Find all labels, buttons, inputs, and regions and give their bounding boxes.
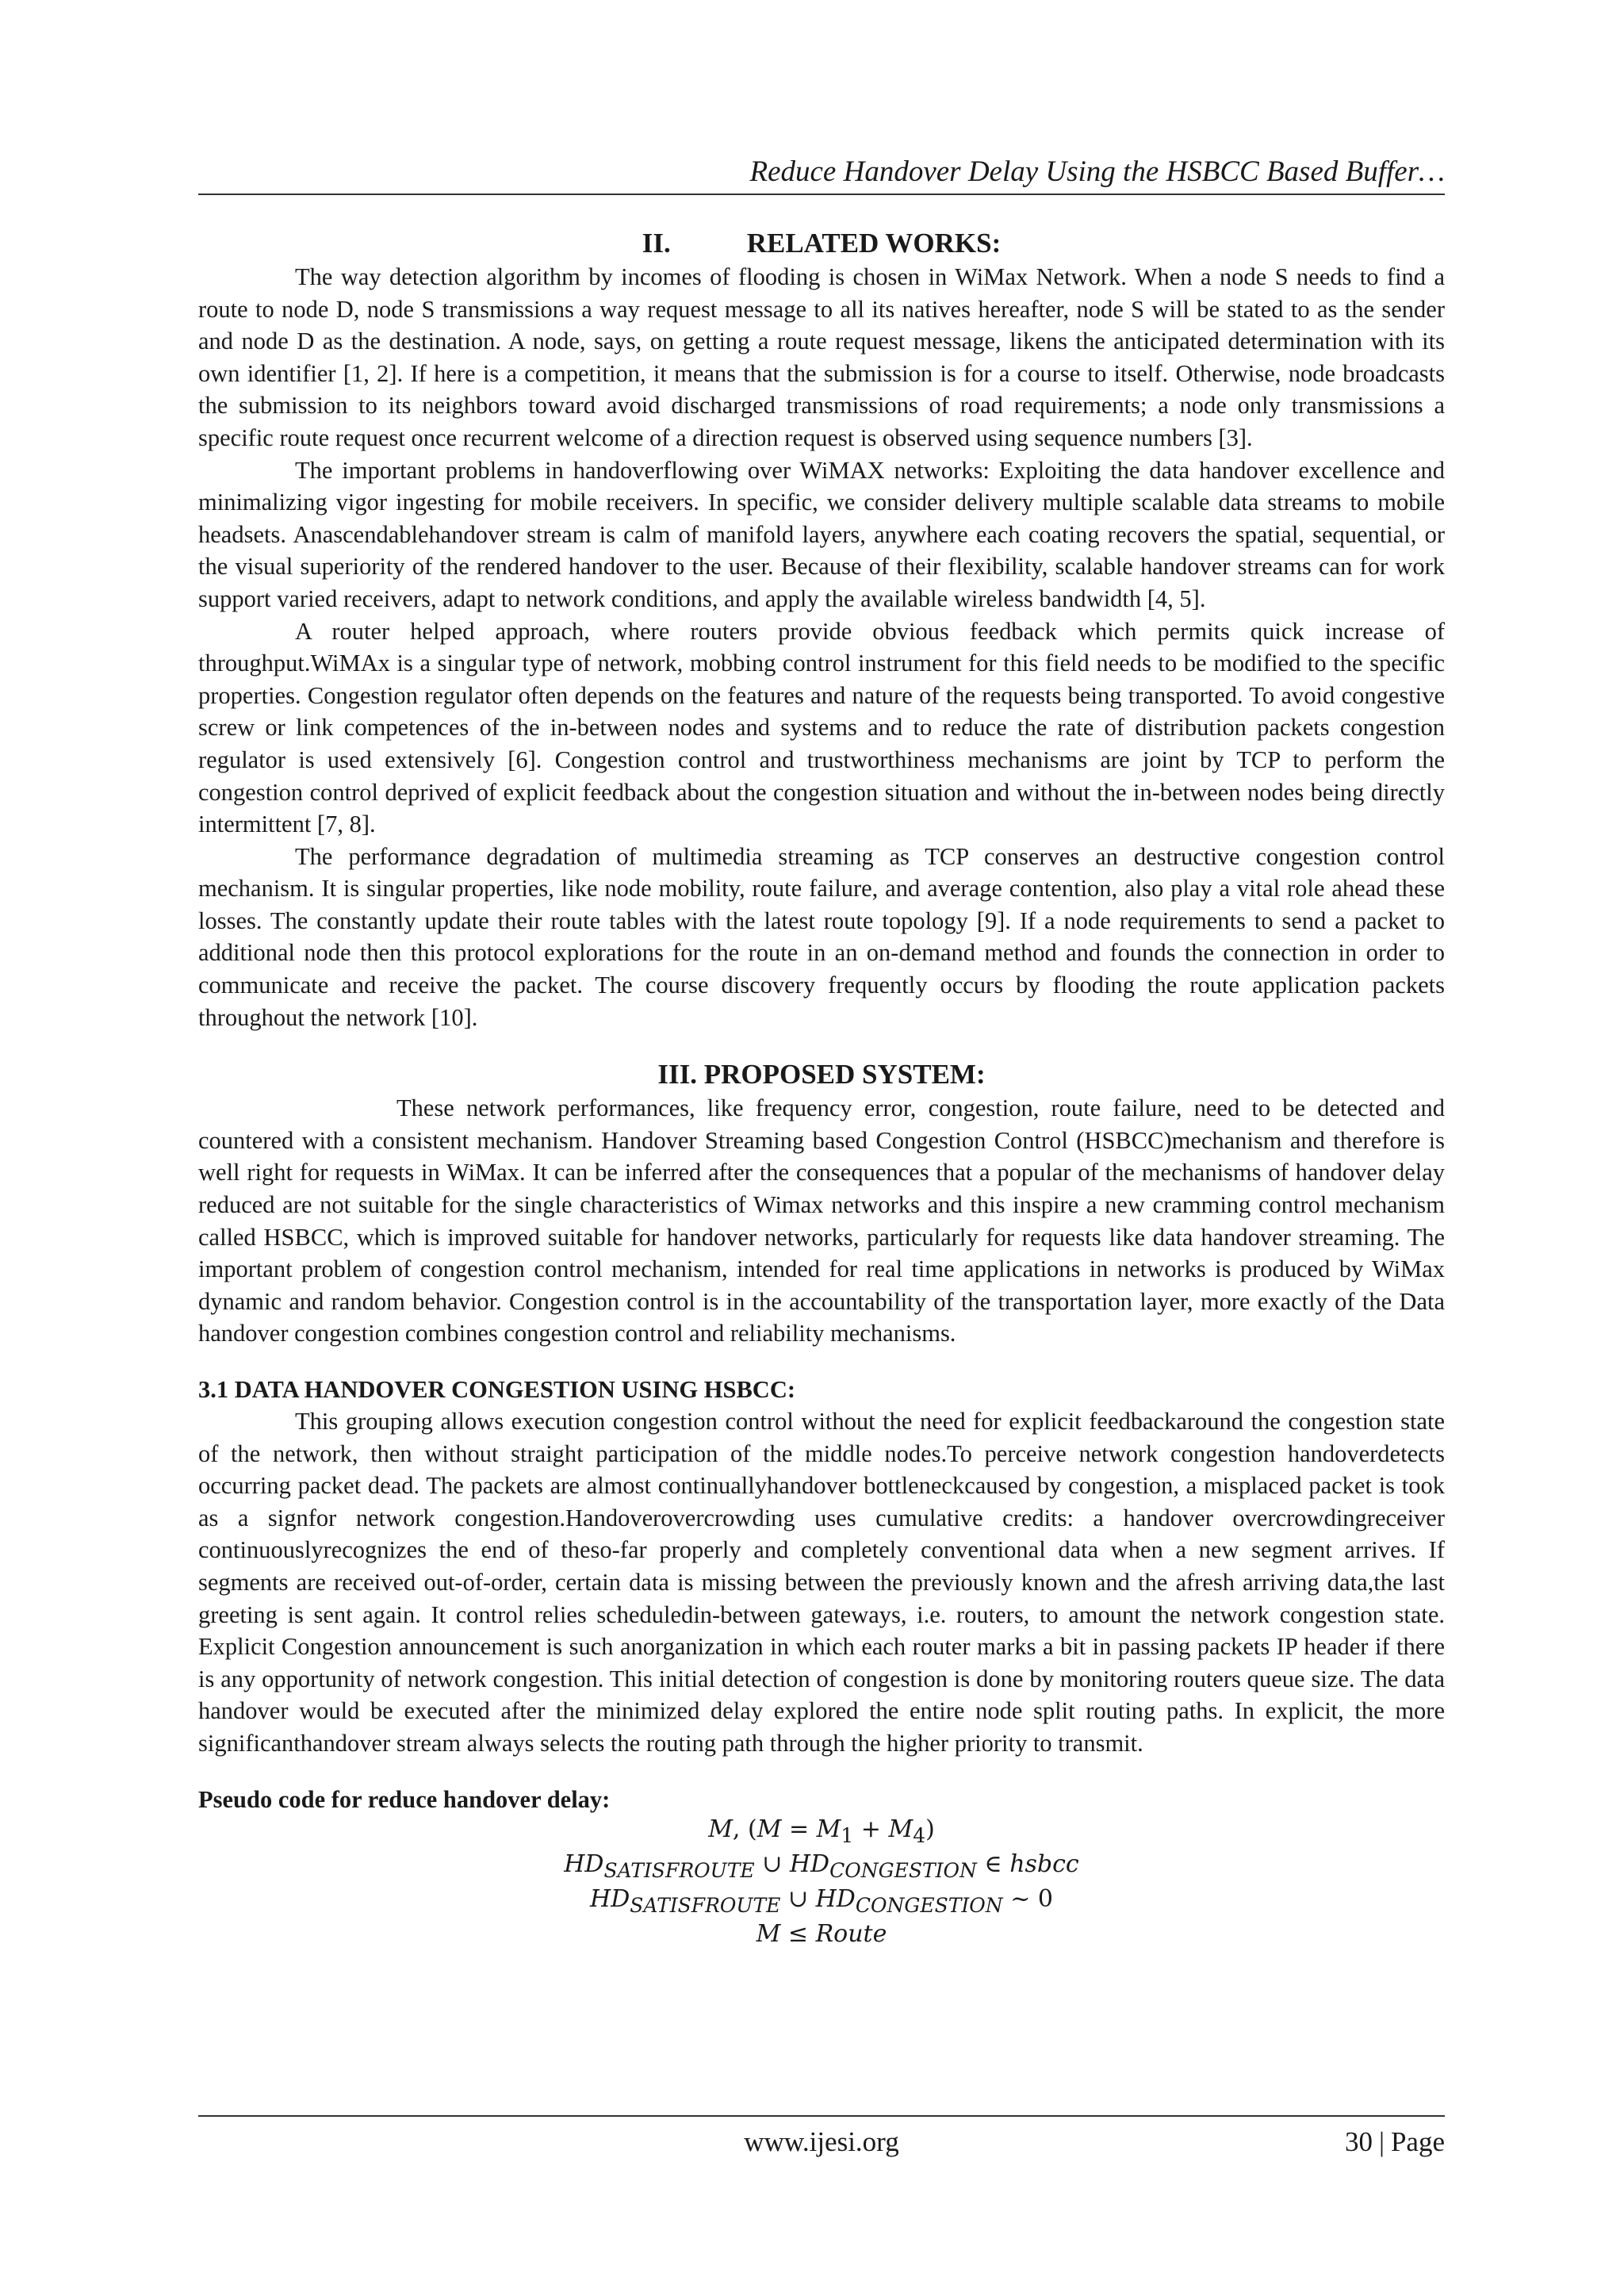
paragraph: The important problems in handoverflowing over WiMAX networks: Exploiting the data handover excellence and minimalizing vigor ingesting for mobile receivers. In specific, we consider delivery multiple scalable data streams to mobile headsets. Anascendablehandover stream is calm of manifold layers, anywhere each coating recovers the spatial, sequential, or the visual superiority of the rendered handover to the user. Because of their flexibility, scalable handover streams can for work support varied receivers, adapt to network conditions, and apply the available wireless bandwidth [4, 5]. xyxy=(198,456,1445,612)
section-number: II. xyxy=(642,228,671,259)
header-rule xyxy=(198,194,1445,195)
equation-3: $HD_{SATISFROUTE}$ ∪ $HD_{CONGESTION}$ ~ 0 xyxy=(590,1884,1053,1917)
running-title: Reduce Handover Delay Using the HSBCC Based Buffer… xyxy=(749,155,1445,188)
paragraph: This grouping allows execution congestion control without the need for explicit feedbackaround the congestion state of the network, then without straight participation of the middle nodes.To perceive network congestion handoverdetects occurring packet dead. The packets are almost continuallyhandover bottleneckcaused by congestion, a misplaced packet is took as a signfor network congestion.Handoverovercrowding uses cumulative credits: a handover overcrowdingreceiver continuouslyrecognizes the end of theso-far properly and completely conventional data when a new segment arrives. If segments are received out-of-order, certain data is missing between the previously known and the afresh arriving data,the last greeting is sent again. It control relies scheduledin-between gateways, i.e. routers, to amount the network congestion state. Explicit Congestion announcement is such anorganization in which each router marks a bit in passing packets IP header if there is any opportunity of network congestion. This initial detection of congestion is done by monitoring routers queue size. The data handover would be executed after the minimized delay explored the entire node split routing paths. In explicit, the more significanthandover stream always selects the routing path through the higher priority to transmit. xyxy=(198,1408,1445,1757)
pseudo-code-title: Pseudo code for reduce handover delay: xyxy=(198,1785,611,1813)
paragraph: A router helped approach, where routers provide obvious feedback which permits quick increase of throughput.WiMAx is a singular type of network, mobbing control instrument for this field needs to be modified to the specific properties. Congestion regulator often depends on the features and nature of the requests being transported. To avoid congestive screw or link competences of the in-between nodes and systems and to reduce the rate of distribution packets congestion regulator is used extensively [6]. Congestion control and trustworthiness mechanisms are joint by TCP to perform the congestion control deprived of explicit feedback about the congestion situation and without the in-between nodes being directly intermittent [7, 8]. xyxy=(198,617,1445,838)
equation-1: M, $(M = M_1 + M_4)$ xyxy=(708,1815,935,1847)
paragraph: The performance degradation of multimedia streaming as TCP conserves an destructive congestion control mechanism. It is singular properties, like node mobility, route failure, and average contention, also play a vital role ahead these losses. The constantly update their route tables with the latest route topology [9]. If a node requirements to send a packet to additional node then this protocol explorations for the route in an on-demand method and founds the connection in order to communicate and receive the packet. The course discovery frequently occurs by flooding the route application packets throughout the network [10]. xyxy=(198,842,1445,1031)
section-heading-related-works xyxy=(198,226,1445,261)
section-title: RELATED WORKS: xyxy=(746,228,1002,259)
equation-2: $HD_{SATISFROUTE}$ ∪ $HD_{CONGESTION}$ ∈ hsbcc xyxy=(564,1849,1079,1882)
page-number: 30 | Page xyxy=(1344,2126,1445,2157)
footer-url: www.ijesi.org xyxy=(744,2126,899,2157)
subsection-heading: 3.1 DATA HANDOVER CONGESTION USING HSBCC: xyxy=(198,1376,795,1403)
footer-rule xyxy=(198,2115,1445,2117)
page-body xyxy=(198,226,1445,1949)
paragraph: The way detection algorithm by incomes of flooding is chosen in WiMax Network. When a node S needs to find a route to node D, node S transmissions a way request message to all its natives hereafter, node S will be stated to as the sender and node D as the destination. A node, says, on getting a route request message, likens the anticipated determination with its own identifier [1, 2]. If here is a competition, it means that the submission is for a course to itself. Otherwise, node broadcasts the submission to its neighbors toward avoid discharged transmissions of road requirements; a node only transmissions a specific route request once recurrent welcome of a direction request is observed using sequence numbers [3]. xyxy=(198,263,1445,451)
section-heading-proposed-system: III. PROPOSED SYSTEM: xyxy=(657,1059,986,1091)
equation-4: M ≤ Route xyxy=(756,1919,887,1948)
paragraph: These network performances, like frequency error, congestion, route failure, need to be detected and countered with a consistent mechanism. Handover Streaming based Congestion Control (HSBCC)mechanism and therefore is well right for requests in WiMax. It can be inferred after the consequences that a popular of the mechanisms of handover delay reduced are not suitable for the single characteristics of Wimax networks and this inspire a new cramming control mechanism called HSBCC, which is improved suitable for handover networks, particularly for requests like data handover streaming. The important problem of congestion control mechanism, intended for real time applications in networks is produced by WiMax dynamic and random behavior. Congestion control is in the accountability of the transportation layer, more exactly of the Data handover congestion combines congestion control and reliability mechanisms. xyxy=(198,1094,1445,1347)
